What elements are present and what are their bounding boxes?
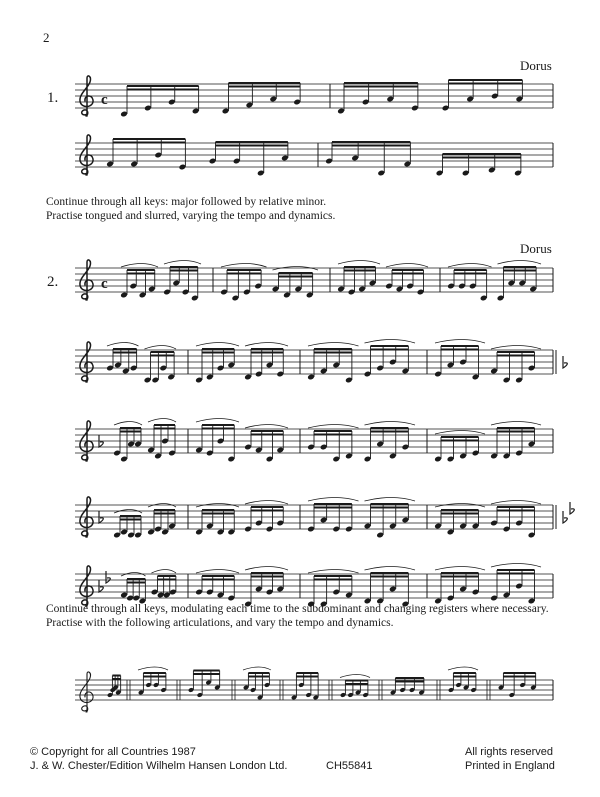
slur: [245, 501, 288, 505]
slur: [148, 419, 176, 423]
staff-6: [75, 498, 556, 539]
instructions-ex2-line2: Practise with the following articulations, and vary the tempo and dynamics.: [46, 617, 394, 629]
slur: [308, 498, 359, 502]
staff-8: [75, 667, 553, 700]
treble-clef-icon: [80, 672, 93, 712]
slur: [114, 422, 142, 426]
exercise-number-1: 1.: [47, 90, 59, 106]
slur: [435, 431, 485, 435]
composer-credit-ex2: Dorus: [520, 241, 552, 256]
articulation-slur: [448, 667, 478, 670]
staff-3: [75, 261, 553, 302]
slur: [491, 501, 541, 505]
footer-catalog-number: CH55841: [326, 760, 373, 772]
key-signature-flat-icon: [106, 571, 110, 583]
slur: [365, 340, 416, 344]
slur: [491, 422, 541, 426]
staff-7: [75, 564, 553, 608]
instructions-ex2-line1: Continue through all keys, modulating each time to the subdominant and changing registers where necessary.: [46, 603, 549, 615]
slur: [308, 570, 359, 574]
slur: [196, 570, 239, 574]
courtesy-flat-icon: [570, 502, 574, 514]
slur: [196, 343, 239, 347]
slur: [365, 567, 416, 571]
staff-4: [75, 340, 556, 384]
slur: [365, 498, 416, 502]
common-time-signature: c: [101, 276, 108, 292]
slur: [435, 567, 485, 571]
articulation-slur: [243, 667, 271, 670]
slur: [338, 261, 380, 265]
composer-credit-ex1: Dorus: [520, 58, 552, 73]
slur: [448, 264, 492, 268]
slur: [196, 419, 239, 423]
courtesy-flat-icon: [563, 511, 567, 523]
slur: [308, 425, 359, 429]
staff-5: [75, 419, 553, 463]
articulation-slur: [138, 667, 168, 670]
instructions-ex1-line1: Continue through all keys: major followed by relative minor.: [46, 196, 327, 208]
slur: [435, 340, 485, 344]
footer-rights: All rights reserved: [465, 746, 554, 758]
slur: [308, 343, 359, 347]
slur: [221, 264, 267, 268]
instructions-ex1-line2: Practise tongued and slurred, varying the tempo and dynamics.: [46, 210, 336, 222]
footer-publisher: J. & W. Chester/Edition Wilhelm Hansen London Ltd.: [30, 760, 288, 772]
slur: [365, 422, 416, 426]
slur: [121, 264, 158, 268]
common-time-signature: c: [101, 92, 108, 108]
exercise-number-2: 2.: [47, 274, 59, 290]
slur: [245, 567, 288, 571]
slur: [152, 570, 177, 574]
footer-copyright: © Copyright for all Countries 1987: [30, 746, 196, 758]
footer-printed: Printed in England: [465, 760, 555, 772]
staff-2: [75, 139, 553, 176]
slur: [386, 264, 428, 268]
slur: [245, 425, 288, 429]
articulation-slur: [340, 675, 370, 678]
courtesy-flat-icon: [563, 356, 567, 368]
slur: [498, 261, 542, 265]
slur: [491, 346, 541, 350]
staff-1: [75, 80, 553, 117]
page-number: 2: [43, 30, 50, 45]
slur: [491, 564, 541, 568]
slur: [164, 261, 201, 265]
slur: [245, 343, 288, 347]
slur: [107, 343, 139, 347]
slur: [145, 346, 177, 350]
